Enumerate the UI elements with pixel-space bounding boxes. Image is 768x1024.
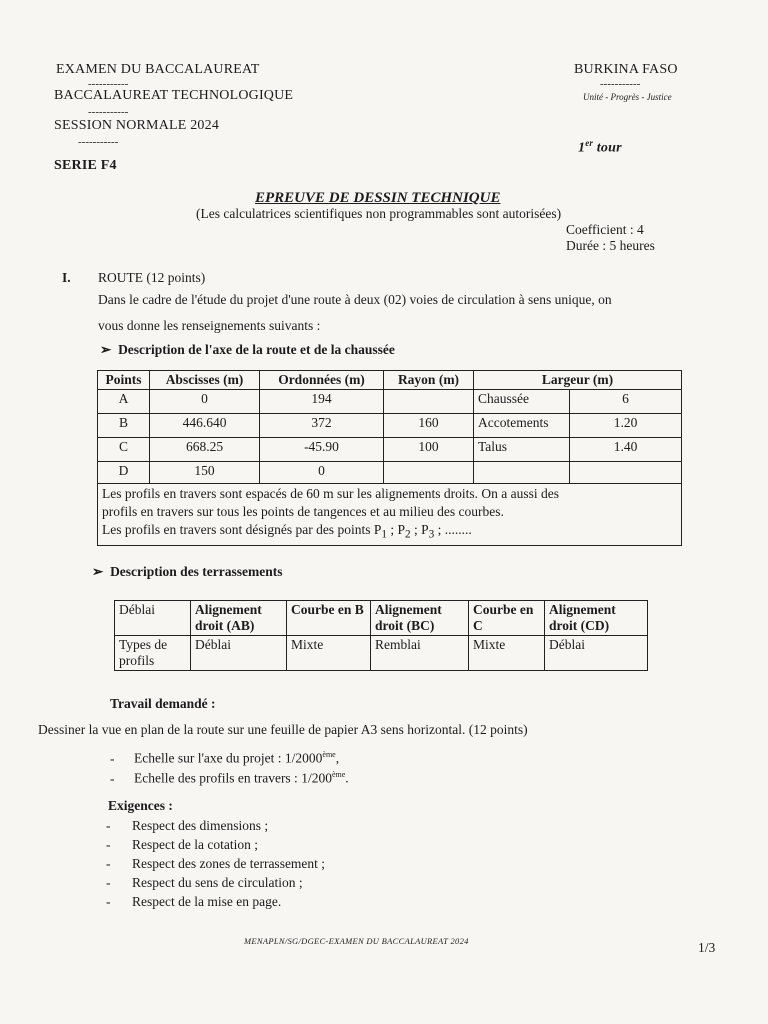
table-row bbox=[98, 462, 682, 484]
table-row bbox=[98, 414, 682, 438]
point-cell: D bbox=[98, 462, 150, 484]
row-label-cell: Types de profils bbox=[115, 636, 191, 671]
table-row bbox=[98, 438, 682, 462]
table-row bbox=[115, 636, 648, 671]
requirement-text: Respect du sens de circulation ; bbox=[132, 875, 303, 890]
header-cell: Rayon (m) bbox=[384, 371, 474, 390]
ordinate-cell: 372 bbox=[260, 414, 384, 438]
requirement-text: Respect de la mise en page. bbox=[132, 894, 282, 909]
page-number: 1/3 bbox=[698, 940, 716, 955]
radius-cell bbox=[384, 462, 474, 484]
arrow-bullet-icon: ➢ bbox=[100, 342, 112, 357]
note-line: Les profils en travers sont désignés par des points $P_1$ ; $P_2$ ; $P_3$ ; ........ bbox=[102, 522, 472, 541]
header-cell: Déblai bbox=[115, 601, 191, 636]
intro-line: vous donne les renseignements suivants : bbox=[98, 318, 321, 333]
header-cell: Abscisses (m) bbox=[150, 371, 260, 390]
radius-cell: 100 bbox=[384, 438, 474, 462]
width-value-cell: 6 bbox=[570, 390, 682, 414]
dash-bullet: - bbox=[106, 894, 111, 909]
point-cell: C bbox=[98, 438, 150, 462]
dash-bullet: - bbox=[110, 750, 115, 766]
separator-dashes: ----------- bbox=[600, 78, 641, 90]
header-cell: Points bbox=[98, 371, 150, 390]
exam-title: EXAMEN DU BACCALAUREAT bbox=[56, 62, 260, 77]
width-value-cell: 1.40 bbox=[570, 438, 682, 462]
width-value-cell: 1.20 bbox=[570, 414, 682, 438]
abscissa-cell: 150 bbox=[150, 462, 260, 484]
section-heading: ROUTE (12 points) bbox=[98, 270, 206, 285]
footer-reference: MENAPLN/SG/DGEC-EXAMEN DU BACCALAUREAT 2024 bbox=[244, 936, 469, 946]
requirement-text: Respect des dimensions ; bbox=[132, 818, 269, 833]
width-value-cell bbox=[570, 462, 682, 484]
axis-description-heading bbox=[100, 342, 395, 358]
table-header-row bbox=[115, 601, 648, 636]
header-cell: Alignement droit (AB) bbox=[191, 601, 287, 636]
table-header-row bbox=[98, 371, 682, 390]
dash-bullet: - bbox=[106, 818, 111, 833]
profiles-note bbox=[98, 484, 682, 546]
note-line: Les profils en travers sont espacés de 60 m sur les alignements droits. On a aussi des bbox=[102, 486, 560, 501]
coefficient: Coefficient : 4 bbox=[566, 222, 644, 237]
point-cell: A bbox=[98, 390, 150, 414]
requirements-heading: Exigences : bbox=[108, 798, 173, 813]
radius-cell bbox=[384, 390, 474, 414]
dash-bullet: - bbox=[106, 837, 111, 852]
table-row bbox=[98, 390, 682, 414]
exam-subject-title: EPREUVE DE DESSIN TECHNIQUE bbox=[255, 190, 501, 206]
profile-type-cell: Mixte bbox=[287, 636, 371, 671]
ordinate-cell: -45.90 bbox=[260, 438, 384, 462]
track-title: BACCALAUREAT TECHNOLOGIQUE bbox=[54, 88, 294, 103]
header-cell: Alignement droit (CD) bbox=[545, 601, 648, 636]
list-item bbox=[106, 875, 325, 894]
arrow-bullet-icon: ➢ bbox=[92, 564, 104, 579]
width-label-cell bbox=[474, 462, 570, 484]
task-statement bbox=[38, 722, 528, 738]
intro-line: Dans le cadre de l'étude du projet d'une route à deux (02) voies de circulation à sens unique, on bbox=[98, 292, 612, 307]
list-item bbox=[106, 837, 325, 856]
note-line: profils en travers sur tous les points de tangences et au milieu des courbes. bbox=[102, 504, 504, 519]
abscissa-cell: 0 bbox=[150, 390, 260, 414]
header-cell: Courbe en B bbox=[287, 601, 371, 636]
list-item bbox=[106, 894, 325, 913]
scale-item: - Echelle sur l'axe du projet : 1/2000ème, bbox=[110, 750, 340, 766]
header-cell: Largeur (m) bbox=[474, 371, 682, 390]
width-label-cell: Chaussée bbox=[474, 390, 570, 414]
country-motto: Unité - Progrès - Justice bbox=[583, 92, 672, 102]
calculators-note: (Les calculatrices scientifiques non programmables sont autorisées) bbox=[196, 206, 562, 221]
requirement-text: Respect des zones de terrassement ; bbox=[132, 856, 326, 871]
profile-type-cell: Remblai bbox=[371, 636, 469, 671]
separator-dashes: ----------- bbox=[88, 78, 129, 90]
section-number: I. bbox=[62, 270, 71, 285]
requirement-text: Respect de la cotation ; bbox=[132, 837, 258, 852]
separator-dashes: ----------- bbox=[88, 106, 129, 118]
separator-dashes: ----------- bbox=[78, 136, 119, 148]
serie-label: SERIE F4 bbox=[54, 158, 117, 173]
dash-bullet: - bbox=[110, 770, 115, 786]
list-item bbox=[106, 856, 325, 875]
earthworks-table bbox=[114, 600, 648, 671]
dash-bullet: - bbox=[106, 856, 111, 871]
axis-heading-text: Description de l'axe de la route et de la chaussée bbox=[118, 342, 395, 357]
task-text: Dessiner la vue en plan de la route sur une feuille de papier A3 sens horizontal. (12 points) bbox=[38, 722, 528, 737]
dash-bullet: - bbox=[106, 875, 111, 890]
duration: Durée : 5 heures bbox=[566, 238, 655, 253]
profile-type-cell: Mixte bbox=[469, 636, 545, 671]
earthworks-heading bbox=[92, 564, 283, 580]
requirements-list bbox=[106, 818, 325, 913]
list-item bbox=[106, 818, 325, 837]
session-title: SESSION NORMALE 2024 bbox=[54, 118, 220, 133]
work-heading: Travail demandé : bbox=[110, 696, 216, 711]
profile-type-cell: Déblai bbox=[191, 636, 287, 671]
abscissa-cell: 668.25 bbox=[150, 438, 260, 462]
width-label-cell: Accotements bbox=[474, 414, 570, 438]
profile-type-cell: Déblai bbox=[545, 636, 648, 671]
country-name: BURKINA FASO bbox=[574, 62, 678, 77]
header-cell: Courbe en C bbox=[469, 601, 545, 636]
header-cell: Alignement droit (BC) bbox=[371, 601, 469, 636]
radius-cell: 160 bbox=[384, 414, 474, 438]
abscissa-cell: 446.640 bbox=[150, 414, 260, 438]
width-label-cell: Talus bbox=[474, 438, 570, 462]
round-label: 1er tour bbox=[578, 138, 622, 156]
earthworks-heading-text: Description des terrassements bbox=[110, 564, 283, 579]
ordinate-cell: 0 bbox=[260, 462, 384, 484]
table-note-row bbox=[98, 484, 682, 546]
ordinate-cell: 194 bbox=[260, 390, 384, 414]
header-cell: Ordonnées (m) bbox=[260, 371, 384, 390]
axis-table bbox=[97, 370, 682, 546]
scale-item: - Echelle des profils en travers : 1/200ème. bbox=[110, 770, 349, 786]
point-cell: B bbox=[98, 414, 150, 438]
